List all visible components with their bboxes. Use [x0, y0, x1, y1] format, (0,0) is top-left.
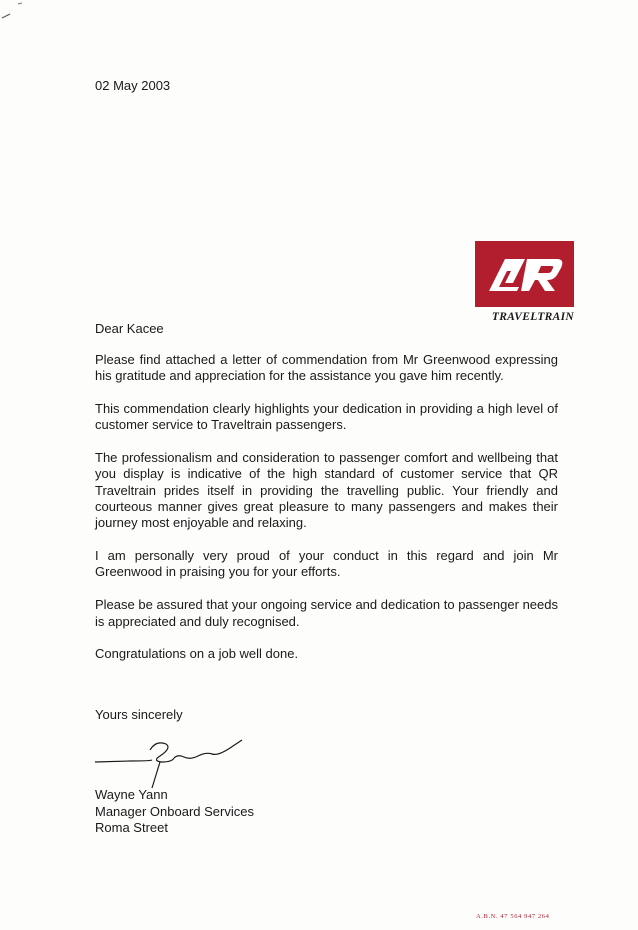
qr-logo-icon [475, 241, 574, 307]
paragraph: The professionalism and consideration to passenger comfort and wellbeing that you display is indicative of the high standard of customer service that QR Traveltrain prides itself in providing the travelling public. Your friendly and courteous manner gives great pleasure to many passengers and makes their journey most enjoyable and relaxing. [95, 450, 558, 531]
handwritten-signature [90, 730, 250, 794]
scan-artifact-mark [0, 0, 30, 22]
abn-footer: A.B.N. 47 564 947 264 [476, 913, 550, 920]
closing: Yours sincerely [95, 707, 183, 722]
paragraph: Congratulations on a job well done. [95, 646, 299, 662]
logo-wordmark: TRAVELTRAIN [491, 311, 574, 323]
signatory-name: Wayne Yann [95, 787, 168, 802]
paragraph: Please find attached a letter of commendation from Mr Greenwood expressing his gratitude and appreciation for the assistance you gave him recently. [95, 352, 558, 384]
letter-date: 02 May 2003 [95, 78, 171, 93]
signature-block [95, 787, 254, 837]
letter-body [95, 352, 558, 679]
paragraph: This commendation clearly highlights your dedication in providing a high level of customer service to Traveltrain passengers. [95, 401, 558, 433]
signatory-location: Roma Street [95, 820, 168, 835]
paragraph: Please be assured that your ongoing service and dedication to passenger needs is appreciated and duly recognised. [95, 597, 558, 629]
salutation: Dear Kacee [95, 321, 164, 336]
signatory-title: Manager Onboard Services [95, 803, 254, 819]
paragraph: I am personally very proud of your conduct in this regard and join Mr Greenwood in praising you for your efforts. [95, 548, 558, 580]
